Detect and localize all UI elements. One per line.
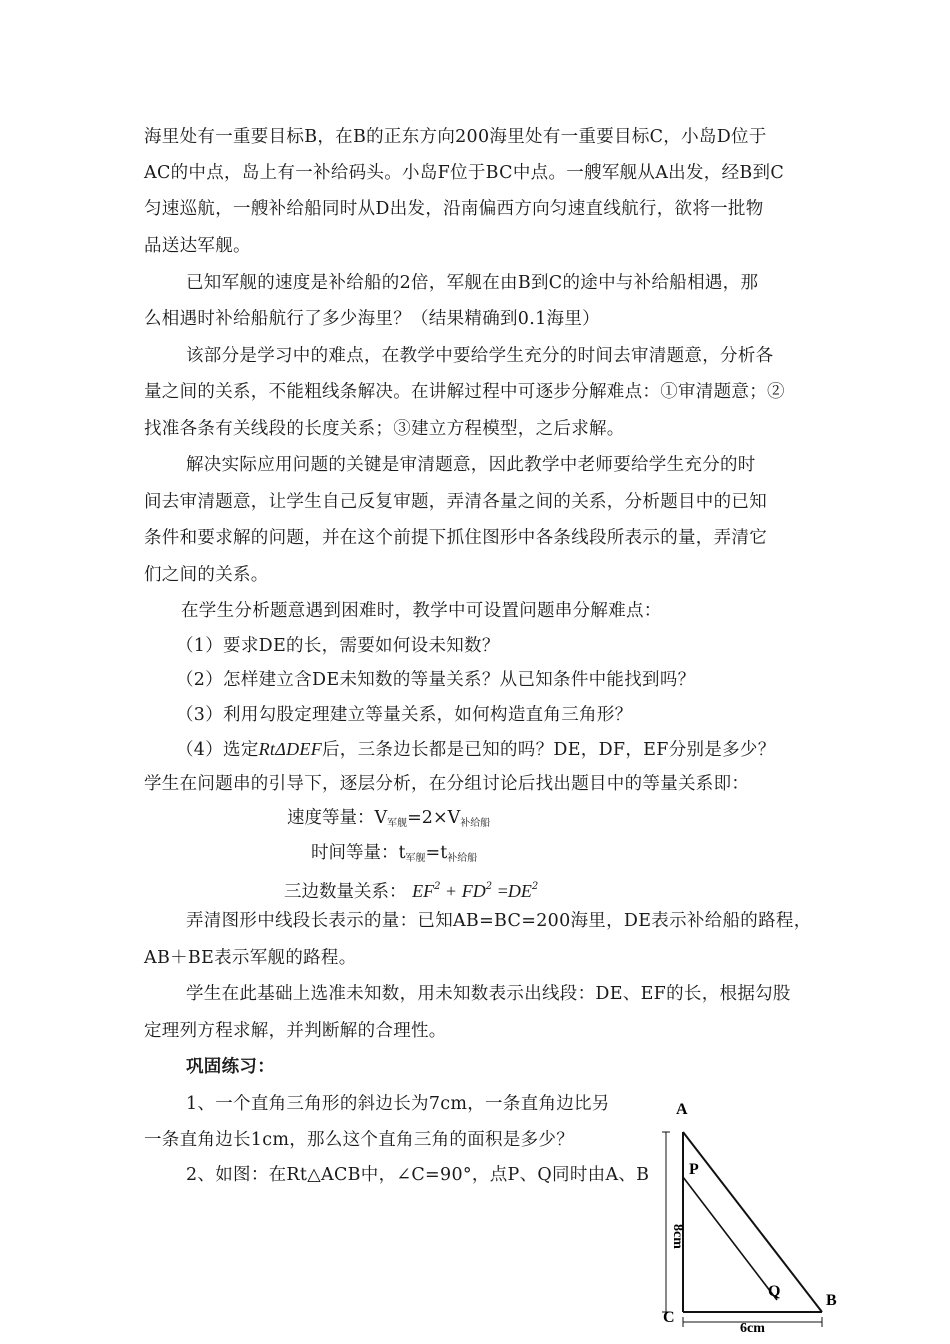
- paragraph-line: 么相遇时补给船航行了多少海里？（结果精确到0.1海里）: [144, 309, 600, 329]
- paragraph-line: AC的中点，岛上有一补给码头。小岛F位于BC中点。一艘军舰从A出发，经B到C: [144, 163, 785, 183]
- label-c: C: [663, 1309, 675, 1326]
- paragraph-line: 已知军舰的速度是补给船的2倍，军舰在由B到C的途中与补给船相遇，那: [186, 273, 759, 293]
- paragraph-line: 学生在问题串的引导下，逐层分析，在分组讨论后找出题目中的等量关系即：: [144, 774, 750, 794]
- pythagorean-relation: 三边数量关系： $EF^2 + FD^2 =DE^2$: [284, 881, 539, 902]
- paragraph-line: 该部分是学习中的难点，在教学中要给学生充分的时间去审清题意，分析各: [186, 346, 774, 366]
- speed-relation: 速度等量：$V_{军舰}=2\times V_{补给船}$: [287, 808, 491, 829]
- label-q: Q: [768, 1283, 781, 1300]
- paragraph-line: 匀速巡航，一艘补给船同时从D出发，沿南偏西方向匀速直线航行，欲将一批物: [144, 199, 764, 219]
- side-ab: [683, 1132, 822, 1312]
- exercise-2-line: 2、如图：在Rt△ACB中，∠C=90°，点P、Q同时由A、B: [186, 1165, 650, 1185]
- question-3: （3）利用勾股定理建立等量关系，如何构造直角三角形？: [176, 705, 633, 725]
- paragraph-line: 品送达军舰。: [144, 236, 251, 256]
- paragraph-line: AB＋BE表示军舰的路程。: [144, 948, 357, 968]
- label-bottom-length: 6cm: [740, 1321, 765, 1336]
- paragraph-line: 间去审清题意，让学生自己反复审题，弄清各量之间的关系，分析题目中的已知: [144, 492, 767, 512]
- paragraph-line: 在学生分析题意遇到困难时，教学中可设置问题串分解难点：: [181, 601, 662, 621]
- paragraph-line: 找准各条有关线段的长度关系；③建立方程模型，之后求解。: [144, 419, 625, 439]
- question-2: （2）怎样建立含DE未知数的等量关系？从已知条件中能找到吗？: [176, 670, 696, 690]
- label-b: B: [826, 1292, 837, 1309]
- paragraph-line: 们之间的关系。: [144, 565, 269, 585]
- label-p: P: [689, 1161, 699, 1178]
- paragraph-line: 条件和要求解的问题，并在这个前提下抓住图形中各条线段所表示的量，弄清它: [144, 528, 767, 548]
- paragraph-line: 解决实际应用问题的关键是审清题意，因此教学中老师要给学生充分的时: [186, 455, 756, 475]
- label-side-length: 8cm: [670, 1224, 685, 1249]
- exercise-1-line: 一条直角边长1cm，那么这个直角三角的面积是多少？: [144, 1130, 575, 1150]
- paragraph-line: 弄清图形中线段长表示的量：已知AB=BC=200海里，DE表示补给船的路程，: [186, 911, 812, 931]
- exercise-1-line: 1、一个直角三角形的斜边长为7cm，一条直角边比另: [186, 1094, 610, 1114]
- paragraph-line: 量之间的关系，不能粗线条解决。在讲解过程中可逐步分解难点：①审清题意；②: [144, 382, 785, 402]
- time-relation: 时间等量：$t_{军舰}=t_{补给船}$: [311, 843, 478, 864]
- question-4-math: RtΔDEF: [258, 739, 322, 759]
- paragraph-line: 定理列方程求解，并判断解的合理性。: [144, 1021, 447, 1041]
- question-1: （1）要求DE的长，需要如何设未知数？: [176, 636, 500, 656]
- label-a: A: [676, 1101, 688, 1118]
- question-4-suffix: 后，三条边长都是已知的吗？DE，DF，EF分别是多少？: [322, 740, 776, 760]
- question-4-prefix: （4）选定: [176, 740, 259, 760]
- segment-pq: [683, 1177, 777, 1300]
- paragraph-line: 学生在此基础上选准未知数，用未知数表示出线段：DE、EF的长，根据勾股: [186, 984, 791, 1004]
- paragraph-line: 海里处有一重要目标B，在B的正东方向200海里处有一重要目标C，小岛D位于: [144, 127, 767, 147]
- practice-heading: 巩固练习：: [186, 1057, 275, 1077]
